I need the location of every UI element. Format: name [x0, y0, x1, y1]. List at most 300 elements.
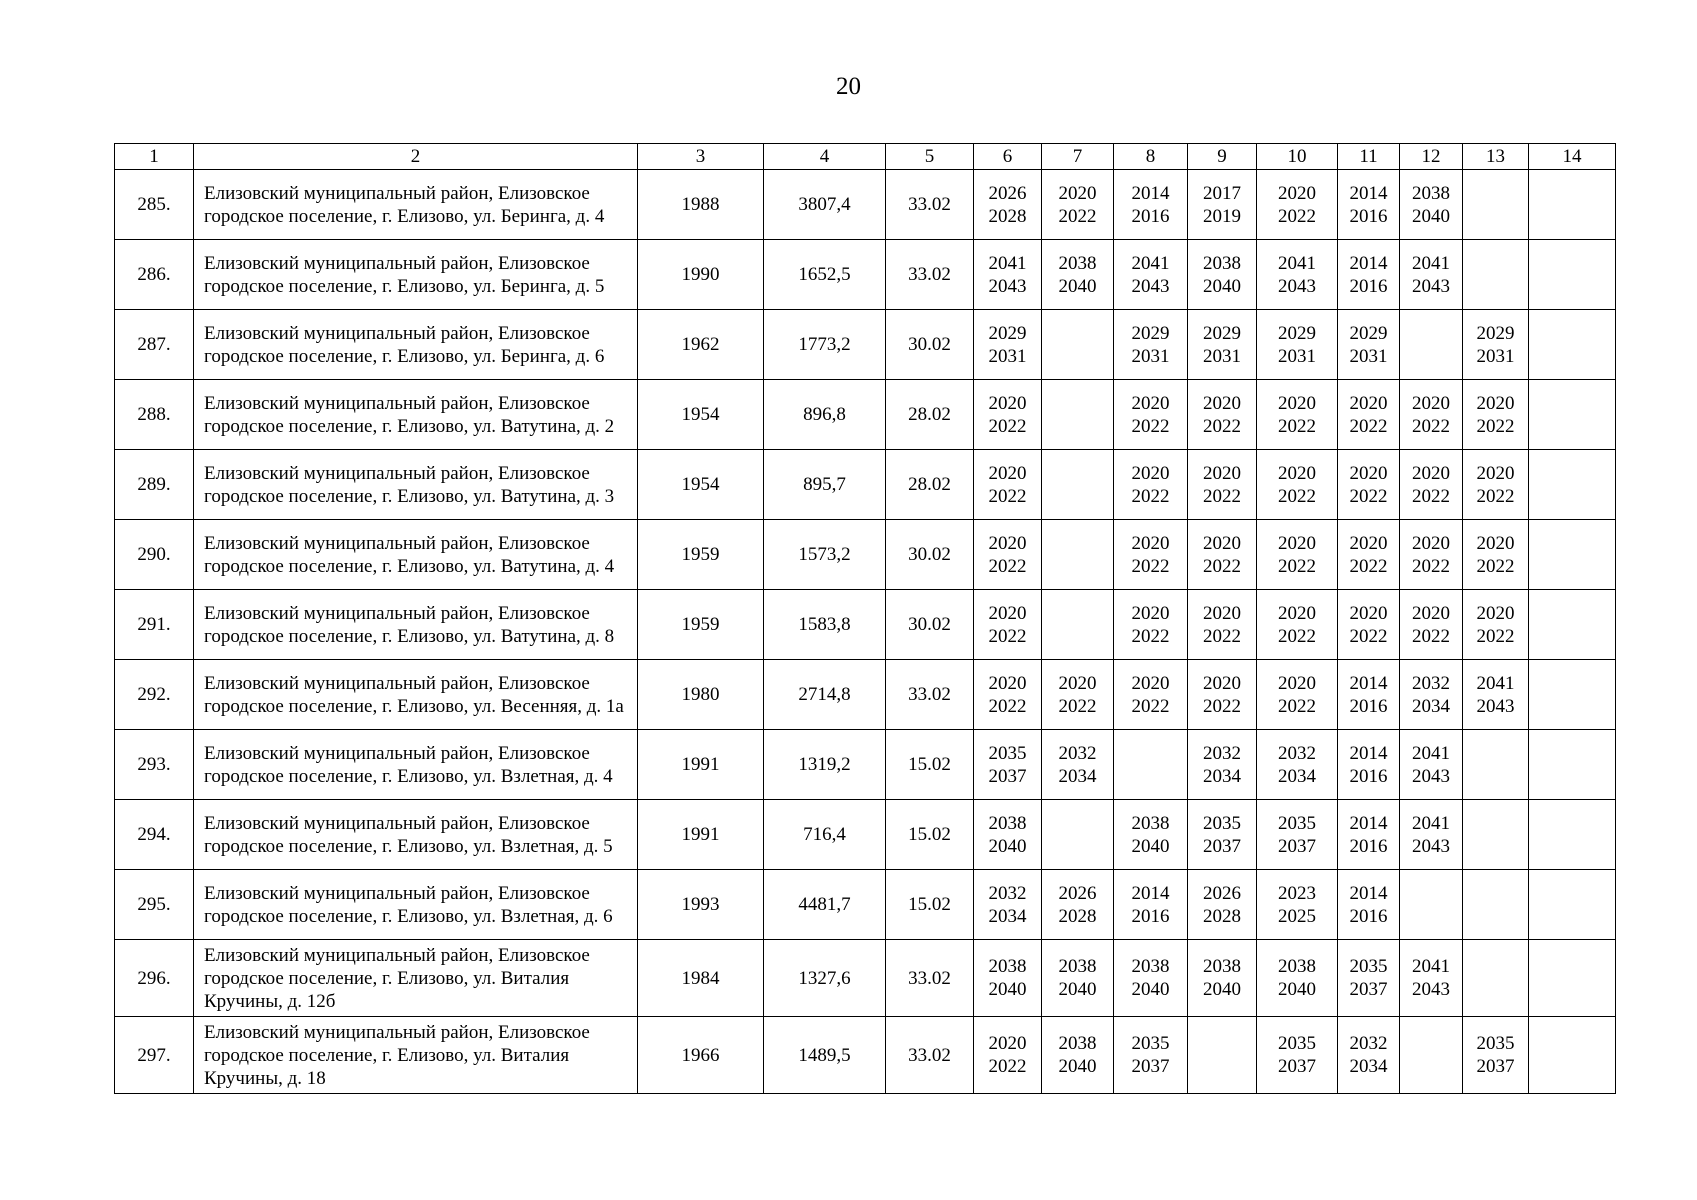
table-row [115, 1017, 1616, 1094]
period-start-year: 2020 [988, 462, 1027, 484]
period-end-year: 2022 [1278, 625, 1316, 647]
period-end-year: 2043 [988, 275, 1027, 297]
address-cell: Елизовский муниципальный район, Елизовское городское поселение, г. Елизово, ул. Ватутина, д. 4 [194, 520, 638, 590]
period-end-year: 2022 [1278, 695, 1316, 717]
area-cell: 1652,5 [764, 240, 886, 310]
table-row [115, 450, 1616, 520]
period-end-year: 2040 [1058, 275, 1097, 297]
period-end-year: 2022 [1476, 555, 1515, 577]
period-end-year: 2043 [1412, 835, 1450, 857]
table-row [115, 170, 1616, 240]
period-cell-col-12 [1400, 1017, 1463, 1094]
period-start-year: 2038 [1058, 252, 1097, 274]
period-start-year: 2020 [1203, 532, 1241, 554]
period-start-year: 2038 [988, 812, 1027, 834]
period-cell-col-9 [1188, 450, 1257, 520]
period-end-year: 2022 [1476, 485, 1515, 507]
period-cell-col-12 [1400, 450, 1463, 520]
period-cell-col-14 [1529, 380, 1616, 450]
period-end-year: 2043 [1412, 765, 1450, 787]
period-start-year: 2041 [1412, 956, 1450, 977]
period-end-year: 2037 [1131, 1056, 1170, 1077]
period-start-year: 2041 [1412, 252, 1450, 274]
row-number-cell: 296. [115, 940, 194, 1017]
period-end-year: 2022 [1412, 625, 1450, 647]
period-start-year: 2020 [1203, 602, 1241, 624]
period-start-year: 2038 [1203, 956, 1241, 977]
period-end-year: 2022 [1412, 415, 1450, 437]
period-cell-col-7 [1042, 450, 1114, 520]
period-cell-col-11 [1338, 870, 1400, 940]
period-end-year: 2022 [1058, 695, 1097, 717]
period-cell-col-9 [1188, 170, 1257, 240]
build-year-cell: 1991 [638, 800, 764, 870]
area-cell: 896,8 [764, 380, 886, 450]
code-cell: 15.02 [886, 800, 974, 870]
period-cell-col-8 [1114, 450, 1188, 520]
period-start-year: 2038 [1278, 956, 1316, 977]
period-cell-col-12 [1400, 170, 1463, 240]
period-cell-col-6 [974, 870, 1042, 940]
period-cell-col-10 [1257, 380, 1338, 450]
period-end-year: 2031 [1203, 345, 1241, 367]
period-end-year: 2034 [1203, 765, 1241, 787]
period-end-year: 2025 [1278, 905, 1316, 927]
period-cell-col-7 [1042, 520, 1114, 590]
period-end-year: 2040 [1203, 275, 1241, 297]
area-cell: 1489,5 [764, 1017, 886, 1094]
period-cell-col-8 [1114, 240, 1188, 310]
table-row [115, 590, 1616, 660]
table-row [115, 310, 1616, 380]
period-start-year: 2026 [1203, 882, 1241, 904]
period-end-year: 2043 [1131, 275, 1170, 297]
address-cell: Елизовский муниципальный район, Елизовское городское поселение, г. Елизово, ул. Виталия Кручины, д. 12б [194, 940, 638, 1017]
period-end-year: 2037 [1349, 979, 1388, 1000]
period-end-year: 2019 [1203, 205, 1241, 227]
period-start-year: 2020 [988, 1033, 1027, 1054]
period-end-year: 2037 [1203, 835, 1241, 857]
period-end-year: 2040 [1058, 979, 1097, 1000]
row-number-cell: 287. [115, 310, 194, 380]
column-header-11: 11 [1338, 144, 1400, 170]
period-cell-col-10 [1257, 520, 1338, 590]
build-year-cell: 1990 [638, 240, 764, 310]
area-cell: 1319,2 [764, 730, 886, 800]
row-number-cell: 290. [115, 520, 194, 590]
period-end-year: 2022 [988, 695, 1027, 717]
period-end-year: 2040 [1278, 979, 1316, 1000]
period-end-year: 2040 [1131, 835, 1170, 857]
period-start-year: 2035 [988, 742, 1027, 764]
period-start-year: 2014 [1349, 742, 1388, 764]
period-cell-col-6 [974, 450, 1042, 520]
period-end-year: 2034 [1349, 1056, 1388, 1077]
period-end-year: 2040 [1203, 979, 1241, 1000]
period-start-year: 2017 [1203, 182, 1241, 204]
period-start-year: 2032 [1349, 1033, 1388, 1054]
period-end-year: 2016 [1349, 695, 1388, 717]
period-cell-col-8 [1114, 800, 1188, 870]
period-end-year: 2022 [1412, 485, 1450, 507]
period-cell-col-9 [1188, 660, 1257, 730]
period-start-year: 2038 [1131, 956, 1170, 977]
table-row [115, 730, 1616, 800]
period-end-year: 2034 [988, 905, 1027, 927]
period-end-year: 2022 [1203, 415, 1241, 437]
period-cell-col-9 [1188, 870, 1257, 940]
period-cell-col-13 [1463, 730, 1529, 800]
address-cell: Елизовский муниципальный район, Елизовское городское поселение, г. Елизово, ул. Беринга, д. 5 [194, 240, 638, 310]
period-cell-col-9 [1188, 1017, 1257, 1094]
period-start-year: 2038 [988, 956, 1027, 977]
period-end-year: 2037 [1278, 1056, 1316, 1077]
row-number-cell: 285. [115, 170, 194, 240]
area-cell: 2714,8 [764, 660, 886, 730]
period-start-year: 2014 [1349, 882, 1388, 904]
build-year-cell: 1954 [638, 380, 764, 450]
period-start-year: 2020 [1131, 672, 1170, 694]
period-start-year: 2020 [1278, 602, 1316, 624]
period-cell-col-6 [974, 940, 1042, 1017]
period-start-year: 2041 [1412, 742, 1450, 764]
period-start-year: 2020 [1278, 672, 1316, 694]
period-start-year: 2014 [1349, 812, 1388, 834]
column-header-3: 3 [638, 144, 764, 170]
period-start-year: 2020 [988, 602, 1027, 624]
period-cell-col-8 [1114, 940, 1188, 1017]
period-cell-col-9 [1188, 800, 1257, 870]
period-start-year: 2020 [1131, 462, 1170, 484]
period-start-year: 2020 [1476, 602, 1515, 624]
period-cell-col-11 [1338, 520, 1400, 590]
column-header-5: 5 [886, 144, 974, 170]
period-cell-col-12 [1400, 660, 1463, 730]
table-row [115, 870, 1616, 940]
period-start-year: 2014 [1131, 182, 1170, 204]
row-number-cell: 295. [115, 870, 194, 940]
address-cell: Елизовский муниципальный район, Елизовское городское поселение, г. Елизово, ул. Весенняя, д. 1а [194, 660, 638, 730]
period-cell-col-7 [1042, 170, 1114, 240]
period-cell-col-6 [974, 170, 1042, 240]
column-header-9: 9 [1188, 144, 1257, 170]
area-cell: 1327,6 [764, 940, 886, 1017]
period-cell-col-13 [1463, 310, 1529, 380]
period-start-year: 2029 [1476, 322, 1515, 344]
period-cell-col-8 [1114, 730, 1188, 800]
period-start-year: 2026 [988, 182, 1027, 204]
period-cell-col-13 [1463, 870, 1529, 940]
period-end-year: 2022 [1203, 485, 1241, 507]
period-end-year: 2022 [1203, 555, 1241, 577]
period-cell-col-9 [1188, 380, 1257, 450]
period-start-year: 2041 [1131, 252, 1170, 274]
period-cell-col-8 [1114, 590, 1188, 660]
period-cell-col-13 [1463, 940, 1529, 1017]
period-cell-col-7 [1042, 940, 1114, 1017]
period-end-year: 2022 [1349, 625, 1388, 647]
period-end-year: 2016 [1349, 765, 1388, 787]
address-cell: Елизовский муниципальный район, Елизовское городское поселение, г. Елизово, ул. Виталия Кручины, д. 18 [194, 1017, 638, 1094]
column-header-8: 8 [1114, 144, 1188, 170]
code-cell: 30.02 [886, 520, 974, 590]
period-cell-col-14 [1529, 590, 1616, 660]
code-cell: 30.02 [886, 590, 974, 660]
table-row [115, 940, 1616, 1017]
period-end-year: 2028 [1203, 905, 1241, 927]
period-cell-col-6 [974, 1017, 1042, 1094]
period-end-year: 2031 [1131, 345, 1170, 367]
area-cell: 716,4 [764, 800, 886, 870]
row-number-cell: 289. [115, 450, 194, 520]
period-end-year: 2043 [1278, 275, 1316, 297]
build-year-cell: 1991 [638, 730, 764, 800]
housing-registry-table [114, 143, 1616, 1094]
period-cell-col-13 [1463, 520, 1529, 590]
period-start-year: 2020 [1203, 462, 1241, 484]
period-start-year: 2035 [1278, 1033, 1316, 1054]
period-start-year: 2014 [1349, 252, 1388, 274]
period-cell-col-7 [1042, 800, 1114, 870]
period-end-year: 2043 [1476, 695, 1515, 717]
period-cell-col-10 [1257, 940, 1338, 1017]
period-cell-col-7 [1042, 240, 1114, 310]
period-cell-col-11 [1338, 730, 1400, 800]
period-cell-col-9 [1188, 240, 1257, 310]
period-start-year: 2020 [1476, 462, 1515, 484]
period-start-year: 2041 [1412, 812, 1450, 834]
period-start-year: 2032 [1278, 742, 1316, 764]
period-start-year: 2038 [1203, 252, 1241, 274]
column-header-14: 14 [1529, 144, 1616, 170]
period-end-year: 2022 [988, 1056, 1027, 1077]
period-cell-col-9 [1188, 520, 1257, 590]
period-end-year: 2037 [1476, 1056, 1515, 1077]
period-start-year: 2020 [1476, 392, 1515, 414]
period-end-year: 2022 [1278, 485, 1316, 507]
period-start-year: 2029 [988, 322, 1027, 344]
period-cell-col-13 [1463, 170, 1529, 240]
period-cell-col-12 [1400, 730, 1463, 800]
period-cell-col-7 [1042, 660, 1114, 730]
table-body [115, 144, 1616, 1094]
period-cell-col-14 [1529, 240, 1616, 310]
period-end-year: 2022 [1476, 625, 1515, 647]
area-cell: 1583,8 [764, 590, 886, 660]
area-cell: 1773,2 [764, 310, 886, 380]
column-header-4: 4 [764, 144, 886, 170]
period-start-year: 2020 [988, 672, 1027, 694]
period-start-year: 2020 [1349, 532, 1388, 554]
column-header-7: 7 [1042, 144, 1114, 170]
period-start-year: 2020 [1278, 532, 1316, 554]
period-cell-col-12 [1400, 520, 1463, 590]
row-number-cell: 288. [115, 380, 194, 450]
period-cell-col-9 [1188, 590, 1257, 660]
period-end-year: 2022 [1131, 695, 1170, 717]
period-cell-col-6 [974, 520, 1042, 590]
period-start-year: 2020 [1476, 532, 1515, 554]
column-header-6: 6 [974, 144, 1042, 170]
period-end-year: 2016 [1131, 205, 1170, 227]
period-start-year: 2020 [1131, 532, 1170, 554]
period-start-year: 2020 [1278, 182, 1316, 204]
period-cell-col-10 [1257, 800, 1338, 870]
period-cell-col-11 [1338, 310, 1400, 380]
code-cell: 28.02 [886, 380, 974, 450]
period-end-year: 2022 [1058, 205, 1097, 227]
period-cell-col-11 [1338, 450, 1400, 520]
period-start-year: 2032 [1412, 672, 1450, 694]
period-cell-col-8 [1114, 170, 1188, 240]
row-number-cell: 294. [115, 800, 194, 870]
period-end-year: 2034 [1412, 695, 1450, 717]
period-end-year: 2034 [1278, 765, 1316, 787]
period-start-year: 2020 [988, 392, 1027, 414]
period-cell-col-6 [974, 590, 1042, 660]
period-end-year: 2016 [1131, 905, 1170, 927]
period-end-year: 2028 [988, 205, 1027, 227]
code-cell: 33.02 [886, 940, 974, 1017]
table-row [115, 660, 1616, 730]
period-cell-col-14 [1529, 1017, 1616, 1094]
period-cell-col-14 [1529, 870, 1616, 940]
period-start-year: 2029 [1131, 322, 1170, 344]
period-end-year: 2016 [1349, 835, 1388, 857]
period-start-year: 2020 [1131, 602, 1170, 624]
period-cell-col-12 [1400, 590, 1463, 660]
address-cell: Елизовский муниципальный район, Елизовское городское поселение, г. Елизово, ул. Взлетная, д. 6 [194, 870, 638, 940]
code-cell: 33.02 [886, 240, 974, 310]
column-header-13: 13 [1463, 144, 1529, 170]
period-end-year: 2016 [1349, 905, 1388, 927]
period-end-year: 2022 [1131, 555, 1170, 577]
period-cell-col-10 [1257, 590, 1338, 660]
build-year-cell: 1966 [638, 1017, 764, 1094]
period-cell-col-14 [1529, 730, 1616, 800]
period-start-year: 2014 [1131, 882, 1170, 904]
period-end-year: 2022 [1203, 695, 1241, 717]
period-start-year: 2032 [1058, 742, 1097, 764]
period-start-year: 2020 [1349, 392, 1388, 414]
row-number-cell: 292. [115, 660, 194, 730]
period-cell-col-13 [1463, 590, 1529, 660]
period-start-year: 2038 [1058, 956, 1097, 977]
period-cell-col-13 [1463, 380, 1529, 450]
period-cell-col-12 [1400, 940, 1463, 1017]
period-start-year: 2020 [1412, 462, 1450, 484]
period-end-year: 2022 [1349, 555, 1388, 577]
period-cell-col-12 [1400, 380, 1463, 450]
code-cell: 33.02 [886, 660, 974, 730]
period-end-year: 2022 [1476, 415, 1515, 437]
period-end-year: 2016 [1349, 275, 1388, 297]
period-end-year: 2022 [1278, 205, 1316, 227]
period-cell-col-12 [1400, 240, 1463, 310]
period-start-year: 2020 [1131, 392, 1170, 414]
period-start-year: 2020 [1058, 672, 1097, 694]
period-cell-col-13 [1463, 450, 1529, 520]
period-start-year: 2038 [1412, 182, 1450, 204]
period-start-year: 2035 [1131, 1033, 1170, 1054]
period-start-year: 2020 [1349, 602, 1388, 624]
row-number-cell: 297. [115, 1017, 194, 1094]
period-end-year: 2043 [1412, 275, 1450, 297]
period-cell-col-6 [974, 310, 1042, 380]
build-year-cell: 1959 [638, 590, 764, 660]
address-cell: Елизовский муниципальный район, Елизовское городское поселение, г. Елизово, ул. Взлетная, д. 5 [194, 800, 638, 870]
period-start-year: 2020 [1412, 392, 1450, 414]
period-cell-col-9 [1188, 310, 1257, 380]
row-number-cell: 286. [115, 240, 194, 310]
period-cell-col-10 [1257, 730, 1338, 800]
period-start-year: 2020 [1349, 462, 1388, 484]
build-year-cell: 1984 [638, 940, 764, 1017]
period-start-year: 2020 [1278, 392, 1316, 414]
period-cell-col-12 [1400, 870, 1463, 940]
period-start-year: 2029 [1203, 322, 1241, 344]
period-end-year: 2040 [988, 979, 1027, 1000]
period-start-year: 2020 [1278, 462, 1316, 484]
period-cell-col-7 [1042, 590, 1114, 660]
address-cell: Елизовский муниципальный район, Елизовское городское поселение, г. Елизово, ул. Ватутина, д. 2 [194, 380, 638, 450]
period-cell-col-11 [1338, 800, 1400, 870]
code-cell: 15.02 [886, 870, 974, 940]
period-cell-col-12 [1400, 800, 1463, 870]
build-year-cell: 1959 [638, 520, 764, 590]
period-cell-col-11 [1338, 590, 1400, 660]
address-cell: Елизовский муниципальный район, Елизовское городское поселение, г. Елизово, ул. Взлетная, д. 4 [194, 730, 638, 800]
period-end-year: 2031 [1278, 345, 1316, 367]
period-cell-col-14 [1529, 170, 1616, 240]
code-cell: 33.02 [886, 170, 974, 240]
table-row [115, 800, 1616, 870]
period-cell-col-14 [1529, 660, 1616, 730]
period-cell-col-7 [1042, 730, 1114, 800]
page-number: 20 [836, 73, 861, 100]
period-end-year: 2022 [1412, 555, 1450, 577]
period-cell-col-10 [1257, 1017, 1338, 1094]
column-header-2: 2 [194, 144, 638, 170]
period-cell-col-6 [974, 730, 1042, 800]
period-cell-col-7 [1042, 870, 1114, 940]
period-start-year: 2035 [1476, 1033, 1515, 1054]
address-cell: Елизовский муниципальный район, Елизовское городское поселение, г. Елизово, ул. Ватутина, д. 3 [194, 450, 638, 520]
period-cell-col-13 [1463, 1017, 1529, 1094]
period-cell-col-10 [1257, 870, 1338, 940]
address-cell: Елизовский муниципальный район, Елизовское городское поселение, г. Елизово, ул. Беринга, д. 4 [194, 170, 638, 240]
period-start-year: 2032 [1203, 742, 1241, 764]
period-cell-col-10 [1257, 310, 1338, 380]
build-year-cell: 1988 [638, 170, 764, 240]
period-end-year: 2040 [1131, 979, 1170, 1000]
period-start-year: 2029 [1278, 322, 1316, 344]
column-header-1: 1 [115, 144, 194, 170]
period-cell-col-10 [1257, 170, 1338, 240]
period-start-year: 2023 [1278, 882, 1316, 904]
period-end-year: 2037 [988, 765, 1027, 787]
area-cell: 3807,4 [764, 170, 886, 240]
period-cell-col-11 [1338, 380, 1400, 450]
address-cell: Елизовский муниципальный район, Елизовское городское поселение, г. Елизово, ул. Беринга, д. 6 [194, 310, 638, 380]
period-end-year: 2034 [1058, 765, 1097, 787]
period-end-year: 2031 [988, 345, 1027, 367]
period-cell-col-8 [1114, 520, 1188, 590]
build-year-cell: 1980 [638, 660, 764, 730]
period-end-year: 2022 [1278, 415, 1316, 437]
period-start-year: 2029 [1349, 322, 1388, 344]
period-end-year: 2040 [988, 835, 1027, 857]
